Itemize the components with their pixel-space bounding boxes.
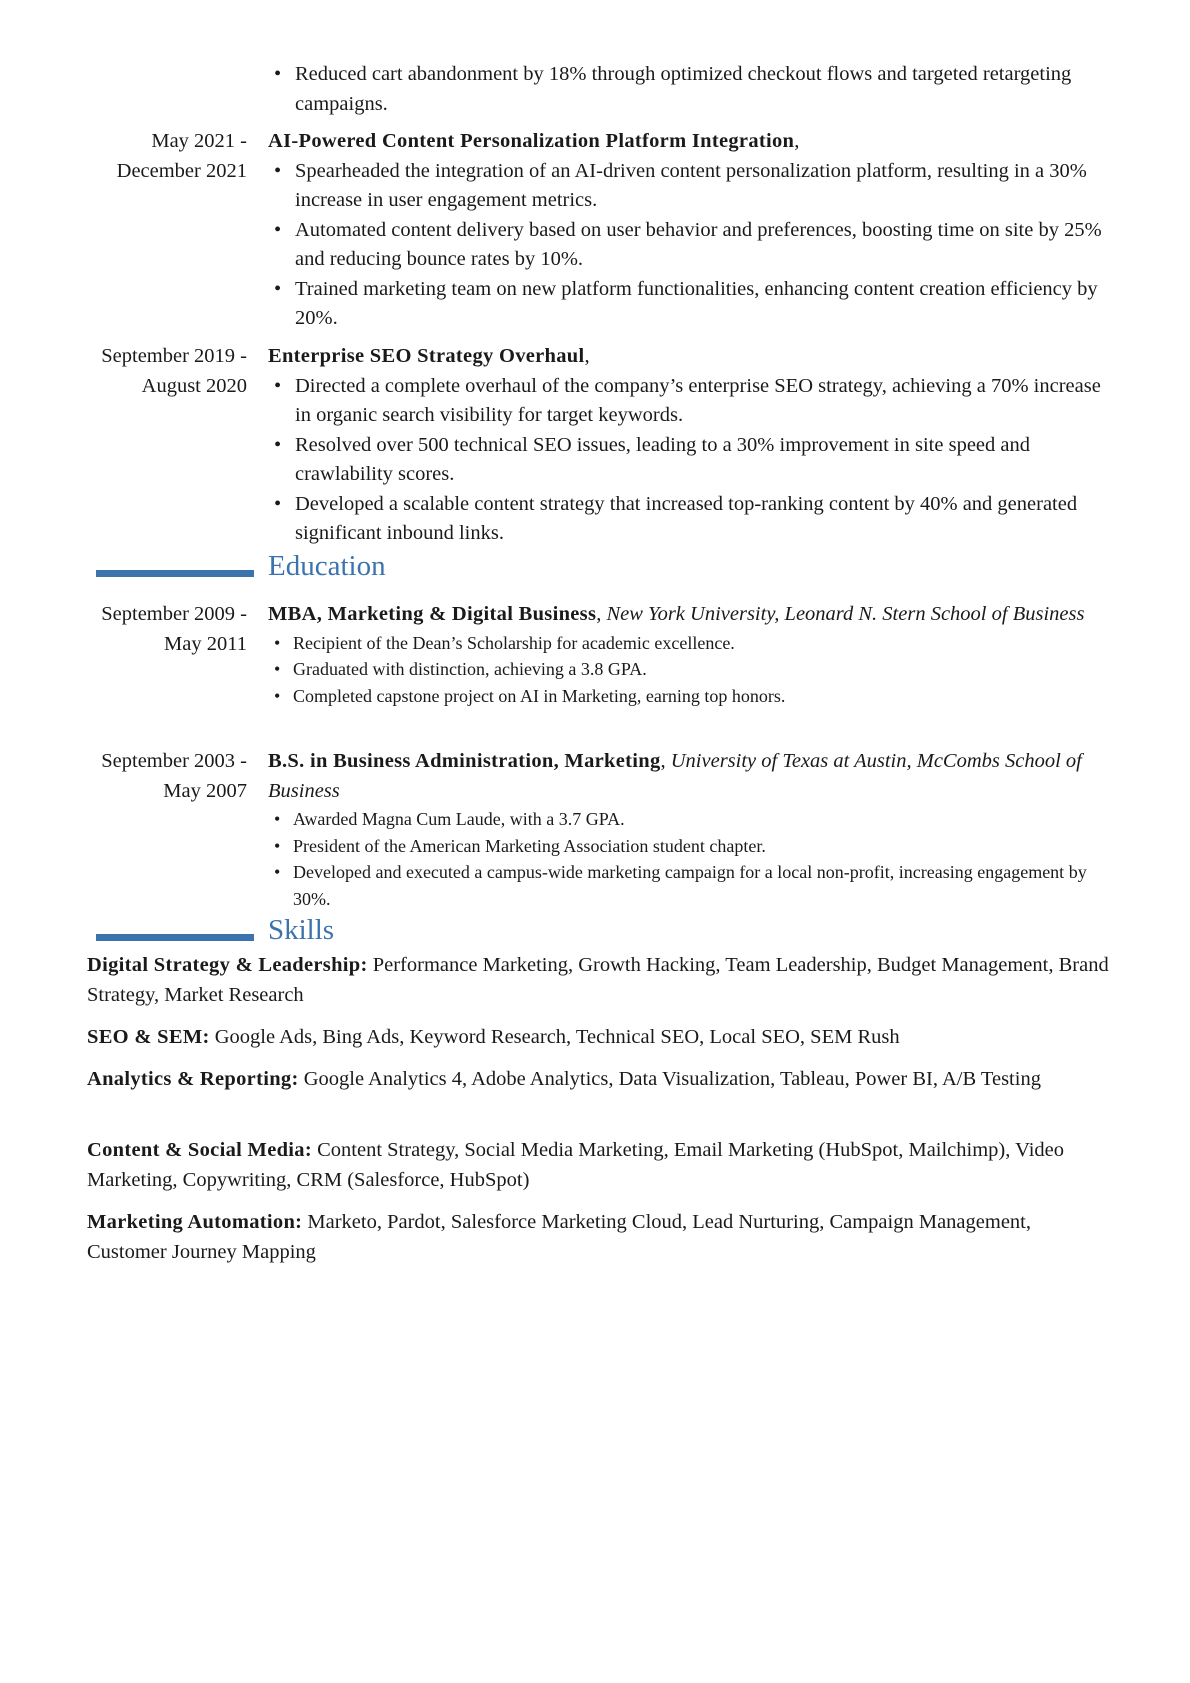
project-title: Enterprise SEO Strategy Overhaul	[268, 345, 585, 367]
skill-line: SEO & SEM: Google Ads, Bing Ads, Keyword Research, Technical SEO, Local SEO, SEM Rush	[87, 1026, 900, 1048]
section-bar	[96, 934, 254, 941]
degree: B.S. in Business Administration, Marketing	[268, 750, 661, 772]
project-title: AI-Powered Content Personalization Platform Integration	[268, 130, 795, 152]
skill-line: Analytics & Reporting: Google Analytics 4, Adobe Analytics, Data Visualization, Tableau, Power BI, A/B Testing	[87, 1068, 1041, 1090]
section-header-education	[0, 550, 1190, 592]
project-date: May 2021 - December 2021	[116, 130, 247, 182]
bullet: • Recipient of the Dean’s Scholarship for academic excellence.	[268, 630, 1106, 657]
section-title: Skills	[268, 914, 335, 946]
bullet: • Developed a scalable content strategy that increased top-ranking content by 40% and generated significant inbound links.	[268, 490, 1106, 549]
bullet: • Trained marketing team on new platform functionalities, enhancing content creation efficiency by 20%.	[268, 275, 1106, 334]
section-bar	[96, 570, 254, 577]
skill-line: Digital Strategy & Leadership: Performance Marketing, Growth Hacking, Team Leadership, Budget Management, Brand Strategy, Market Research	[87, 954, 1109, 1006]
bullet: • President of the American Marketing Association student chapter.	[268, 833, 1106, 860]
bullet: • Graduated with distinction, achieving a 3.8 GPA.	[268, 656, 1106, 683]
bullet: • Spearheaded the integration of an AI-driven content personalization platform, resulting in a 30% increase in user engagement metrics.	[268, 157, 1106, 216]
bullet: • Developed and executed a campus-wide marketing campaign for a local non-profit, increasing engagement by 30%.	[268, 859, 1106, 912]
school: University of Texas at Austin, McCombs School of Business	[268, 750, 1082, 802]
skill-line: Content & Social Media: Content Strategy, Social Media Marketing, Email Marketing (HubSpot, Mailchimp), Video Marketing, Copywriting, CRM (Salesforce, HubSpot)	[87, 1139, 1064, 1191]
education-date: September 2009 - May 2011	[101, 603, 247, 655]
bullet: • Completed capstone project on AI in Marketing, earning top honors.	[268, 683, 1106, 710]
project-date: September 2019 - August 2020	[101, 345, 247, 397]
bullet: • Reduced cart abandonment by 18% through optimized checkout flows and targeted retargeting campaigns.	[268, 60, 1106, 119]
school: New York University, Leonard N. Stern School of Business	[606, 603, 1085, 625]
degree: MBA, Marketing & Digital Business	[268, 603, 597, 625]
bullet: • Automated content delivery based on user behavior and preferences, boosting time on site by 25% and reducing bounce rates by 10%.	[268, 216, 1106, 275]
education-date: September 2003 - May 2007	[101, 750, 247, 802]
section-title: Education	[268, 550, 386, 582]
bullet: • Awarded Magna Cum Laude, with a 3.7 GPA.	[268, 806, 1106, 833]
bullet: • Directed a complete overhaul of the company’s enterprise SEO strategy, achieving a 70% increase in organic search visibility for target keywords.	[268, 372, 1106, 431]
bullet: • Resolved over 500 technical SEO issues, leading to a 30% improvement in site speed and crawlability scores.	[268, 431, 1106, 490]
skill-line: Marketing Automation: Marketo, Pardot, Salesforce Marketing Cloud, Lead Nurturing, Campaign Management, Customer Journey Mapping	[87, 1211, 1031, 1263]
